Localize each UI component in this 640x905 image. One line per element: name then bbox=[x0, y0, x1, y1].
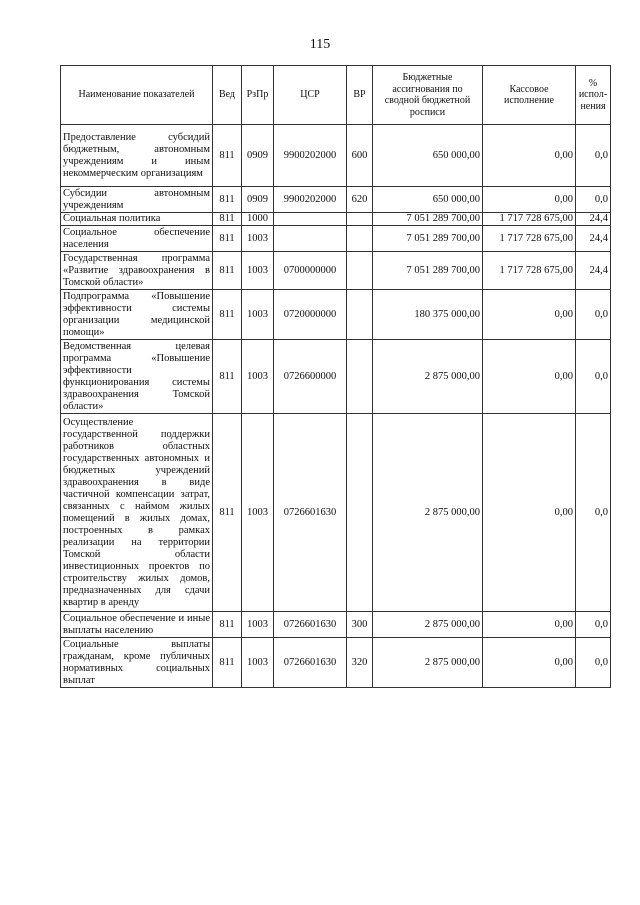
row-pct: 0,0 bbox=[576, 187, 611, 213]
row-pct: 0,0 bbox=[576, 290, 611, 340]
row-rzpr: 0909 bbox=[242, 187, 274, 213]
row-cash: 1 717 728 675,00 bbox=[483, 226, 576, 252]
row-pct: 0,0 bbox=[576, 612, 611, 638]
row-csr: 0720000000 bbox=[274, 290, 347, 340]
row-pct: 0,0 bbox=[576, 414, 611, 612]
row-ved: 811 bbox=[213, 125, 242, 187]
row-vr: 320 bbox=[347, 638, 373, 688]
header-cash: Кассовое исполнение bbox=[483, 66, 576, 125]
row-vr bbox=[347, 340, 373, 414]
row-budget: 2 875 000,00 bbox=[373, 638, 483, 688]
row-rzpr: 1003 bbox=[242, 290, 274, 340]
row-rzpr: 1003 bbox=[242, 252, 274, 290]
row-pct: 24,4 bbox=[576, 252, 611, 290]
header-ved: Вед bbox=[213, 66, 242, 125]
row-name: Социальное обеспечение и иные выплаты населению bbox=[61, 612, 213, 638]
row-vr bbox=[347, 213, 373, 226]
table-header-row bbox=[61, 66, 611, 125]
row-name: Осуществление государственной поддержки работников областных государственных автономных и бюджетных учреждений здравоохранения в виде частичной компенсации затрат, связанных с наймом жилых помещений в жилых домах, построенных в рамках реализации на территории Томской области инвестиционных проектов по строительству жилых домов, предназначенных для сдачи квартир в аренду bbox=[61, 414, 213, 612]
row-ved: 811 bbox=[213, 414, 242, 612]
row-pct: 0,0 bbox=[576, 340, 611, 414]
row-budget: 180 375 000,00 bbox=[373, 290, 483, 340]
row-cash: 1 717 728 675,00 bbox=[483, 213, 576, 226]
row-name: Социальная политика bbox=[61, 213, 213, 226]
row-cash: 0,00 bbox=[483, 638, 576, 688]
row-cash: 0,00 bbox=[483, 414, 576, 612]
row-budget: 650 000,00 bbox=[373, 187, 483, 213]
row-csr: 0726601630 bbox=[274, 612, 347, 638]
row-vr bbox=[347, 226, 373, 252]
row-rzpr: 1003 bbox=[242, 226, 274, 252]
table-row bbox=[61, 213, 611, 226]
table-row bbox=[61, 187, 611, 213]
table-row bbox=[61, 638, 611, 688]
header-budget: Бюджетные ассигнования по сводной бюджетной росписи bbox=[373, 66, 483, 125]
header-vr: ВР bbox=[347, 66, 373, 125]
row-csr: 9900202000 bbox=[274, 125, 347, 187]
row-ved: 811 bbox=[213, 638, 242, 688]
row-vr bbox=[347, 252, 373, 290]
row-name: Социальные выплаты гражданам, кроме публичных нормативных социальных выплат bbox=[61, 638, 213, 688]
row-pct: 24,4 bbox=[576, 213, 611, 226]
row-csr: 0726601630 bbox=[274, 414, 347, 612]
row-rzpr: 1003 bbox=[242, 414, 274, 612]
table-row bbox=[61, 612, 611, 638]
row-cash: 0,00 bbox=[483, 340, 576, 414]
table-row bbox=[61, 414, 611, 612]
table-row bbox=[61, 252, 611, 290]
table-row bbox=[61, 125, 611, 187]
row-budget: 2 875 000,00 bbox=[373, 612, 483, 638]
row-cash: 0,00 bbox=[483, 187, 576, 213]
row-budget: 7 051 289 700,00 bbox=[373, 213, 483, 226]
header-pct: % испол-нения bbox=[576, 66, 611, 125]
row-rzpr: 1000 bbox=[242, 213, 274, 226]
row-csr: 0726600000 bbox=[274, 340, 347, 414]
row-budget: 2 875 000,00 bbox=[373, 340, 483, 414]
row-budget: 2 875 000,00 bbox=[373, 414, 483, 612]
row-name: Социальное обеспечение населения bbox=[61, 226, 213, 252]
row-cash: 0,00 bbox=[483, 125, 576, 187]
row-cash: 0,00 bbox=[483, 612, 576, 638]
row-csr bbox=[274, 213, 347, 226]
row-vr bbox=[347, 414, 373, 612]
row-budget: 650 000,00 bbox=[373, 125, 483, 187]
row-budget: 7 051 289 700,00 bbox=[373, 252, 483, 290]
row-rzpr: 1003 bbox=[242, 612, 274, 638]
row-csr: 9900202000 bbox=[274, 187, 347, 213]
row-name: Подпрограмма «Повышение эффективности системы организации медицинской помощи» bbox=[61, 290, 213, 340]
row-ved: 811 bbox=[213, 340, 242, 414]
row-vr: 300 bbox=[347, 612, 373, 638]
table-row bbox=[61, 226, 611, 252]
header-csr: ЦСР bbox=[274, 66, 347, 125]
row-vr bbox=[347, 290, 373, 340]
row-csr: 0700000000 bbox=[274, 252, 347, 290]
row-ved: 811 bbox=[213, 187, 242, 213]
row-ved: 811 bbox=[213, 290, 242, 340]
row-name: Предоставление субсидий бюджетным, автономным учреждениям и иным некоммерческим организациям bbox=[61, 125, 213, 187]
row-rzpr: 0909 bbox=[242, 125, 274, 187]
budget-execution-table bbox=[60, 65, 611, 688]
row-name: Субсидии автономным учреждениям bbox=[61, 187, 213, 213]
row-ved: 811 bbox=[213, 226, 242, 252]
table-row bbox=[61, 290, 611, 340]
row-ved: 811 bbox=[213, 213, 242, 226]
row-rzpr: 1003 bbox=[242, 340, 274, 414]
row-cash: 1 717 728 675,00 bbox=[483, 252, 576, 290]
row-ved: 811 bbox=[213, 612, 242, 638]
row-ved: 811 bbox=[213, 252, 242, 290]
row-name: Государственная программа «Развитие здравоохранения в Томской области» bbox=[61, 252, 213, 290]
row-cash: 0,00 bbox=[483, 290, 576, 340]
row-csr: 0726601630 bbox=[274, 638, 347, 688]
row-pct: 24,4 bbox=[576, 226, 611, 252]
row-vr: 620 bbox=[347, 187, 373, 213]
header-rzpr: РзПр bbox=[242, 66, 274, 125]
row-vr: 600 bbox=[347, 125, 373, 187]
row-pct: 0,0 bbox=[576, 638, 611, 688]
row-csr bbox=[274, 226, 347, 252]
row-rzpr: 1003 bbox=[242, 638, 274, 688]
table-row bbox=[61, 340, 611, 414]
row-pct: 0,0 bbox=[576, 125, 611, 187]
row-name: Ведомственная целевая программа «Повышение эффективности функционирования системы здравоохранения Томской области» bbox=[61, 340, 213, 414]
page-number: 115 bbox=[309, 37, 331, 52]
header-name: Наименование показателей bbox=[61, 66, 213, 125]
row-budget: 7 051 289 700,00 bbox=[373, 226, 483, 252]
